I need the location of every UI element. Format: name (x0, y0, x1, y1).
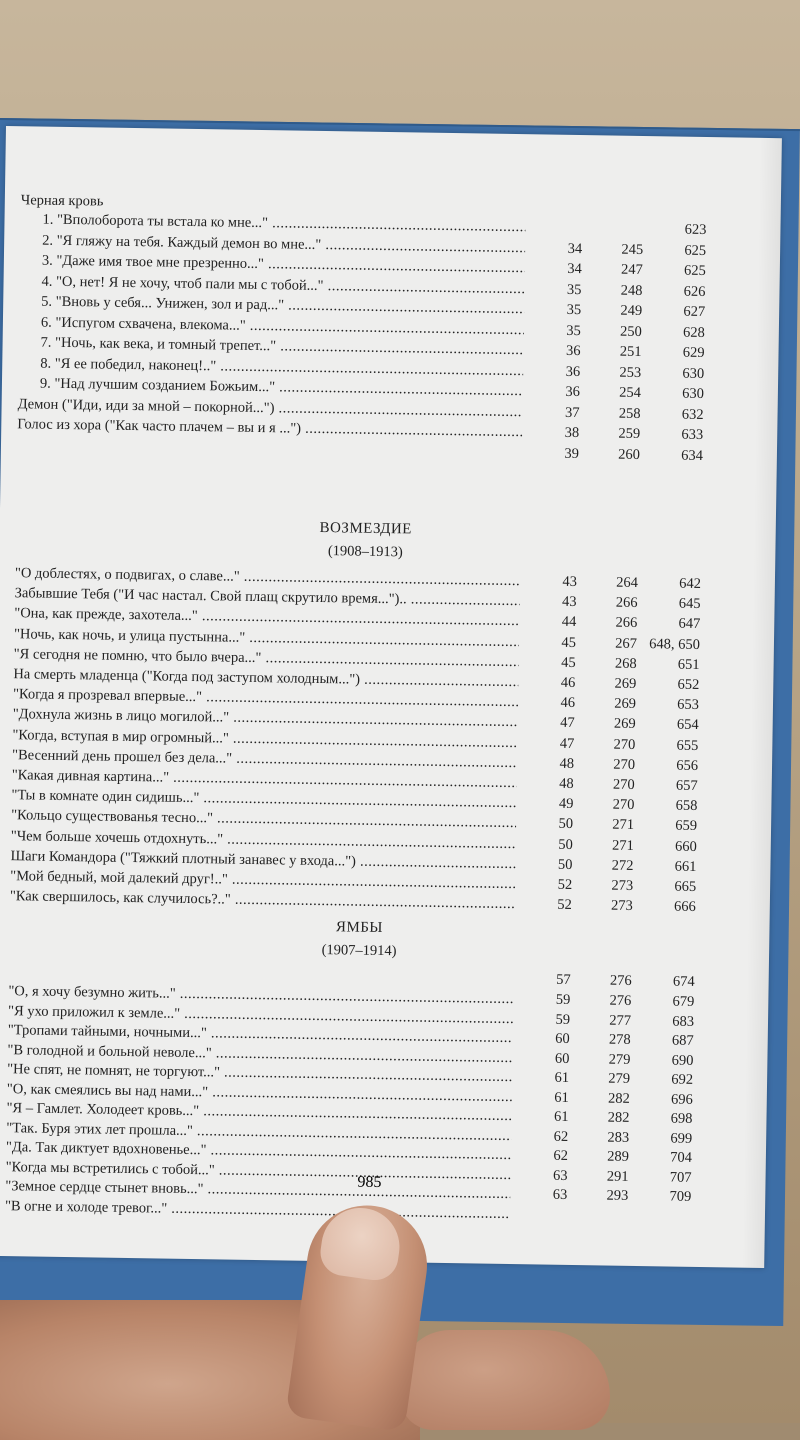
page-ref-2: 259 (618, 425, 641, 442)
page-ref-1 (525, 1206, 567, 1207)
page-ref-2 (580, 1207, 628, 1208)
page-ref-1: 50 (558, 816, 574, 833)
page-ref-2: 270 (613, 756, 636, 773)
page-ref-3: 683 (672, 1013, 695, 1030)
entry-title: "Мой бедный, мой далекий друг!.." ..... (10, 868, 515, 893)
page-ref-3: 651 (677, 656, 700, 673)
page-ref-2: 254 (619, 384, 642, 402)
entry-title: "Не спят, не помнят, не торгуют..." ..... (7, 1061, 512, 1086)
page-ref-3: 665 (674, 878, 697, 895)
page-ref-2: 276 (609, 992, 632, 1009)
page-ref-2: 282 (607, 1109, 630, 1126)
entry-title: "О доблестях, о подвигах, о славе..." ..... (15, 565, 520, 590)
page-ref-3: 630 (682, 365, 705, 382)
entry-title: "О, я хочу безумно жить..." ..... (8, 983, 513, 1008)
page-ref-2: 272 (611, 857, 634, 874)
entry-title: "Как свершилось, как случилось?.." ..... (10, 888, 515, 913)
entry-title: "Когда я прозревал впервые..." ..... (13, 686, 518, 711)
page-ref-2: 251 (619, 343, 642, 361)
page-ref-3: 687 (671, 1032, 694, 1049)
entry-title: Демон ("Иди, иди за мной – покорной...") ..... (17, 396, 522, 421)
entry-title: 8. "Я ее победил, наконец!.." ..... (40, 355, 523, 380)
page-ref-1: 60 (554, 1050, 570, 1067)
page-ref-2: 277 (609, 1012, 632, 1029)
page-ref-2: 273 (611, 877, 634, 894)
page-ref-2: 271 (612, 817, 635, 834)
page-ref-2: 283 (607, 1129, 630, 1146)
page-ref-3: 656 (676, 757, 699, 774)
page-ref-3: 634 (681, 447, 704, 464)
page-ref-1: 50 (557, 856, 573, 873)
page-ref-3: 657 (675, 777, 698, 794)
page-ref-3: 626 (683, 283, 706, 300)
page-ref-2: 266 (615, 615, 638, 632)
page-ref-2: 269 (614, 675, 637, 692)
page-ref-2: 269 (613, 716, 636, 733)
page-ref-3: 704 (670, 1149, 693, 1166)
entry-title: "В голодной и больной неволе..." ..... (7, 1042, 512, 1067)
section-title-iambs: ЯМБЫ (335, 919, 384, 937)
page-ref-3: 674 (672, 973, 695, 990)
page-ref-3: 696 (670, 1091, 693, 1108)
hand-fingers (400, 1330, 610, 1430)
page-ref-2: 278 (608, 1031, 631, 1048)
page-ref-2: 279 (608, 1051, 631, 1068)
page-ref-1: 60 (555, 1030, 570, 1047)
entry-title: Голос из хора ("Как часто плачем – вы и я ...") ..... (17, 416, 522, 441)
page-ref-2: 248 (620, 282, 643, 299)
page-ref-3: 655 (676, 737, 699, 754)
entry-title: "Когда, вступая в мир огромный..." ..... (12, 727, 517, 752)
entry-title: "Какая дивная картина..." ..... (12, 767, 517, 792)
page-ref-2: 276 (609, 972, 632, 989)
page-ref-1: 43 (561, 593, 577, 611)
page-ref-1: 45 (561, 654, 576, 671)
entry-title: Шаги Командора ("Тяжкий плотный занавес у входа...") ..... (10, 848, 515, 873)
page-ref-1: 61 (553, 1108, 569, 1125)
page-ref-1: 44 (561, 614, 577, 631)
page-ref-1: 36 (565, 342, 581, 360)
entry-title: 9. "Над лучшим созданием Божьим..." ..... (40, 376, 523, 401)
entry-title: "Чем больше хочешь отдохнуть..." ..... (11, 828, 516, 853)
page-ref-2: 266 (615, 594, 638, 612)
entry-title: 3. "Даже имя твое мне презренно..." ..... (42, 253, 525, 278)
page-ref-2: 291 (606, 1168, 629, 1185)
page-ref-2: 250 (619, 323, 642, 340)
page-ref-3: 692 (671, 1071, 694, 1088)
page-ref-1: 45 (561, 634, 577, 651)
page-ref-1: 63 (552, 1167, 568, 1184)
entry-title: "Я ухо приложил к земле..." ..... (8, 1003, 513, 1028)
entry-title: "Ты в комнате один сидишь..." ..... (11, 787, 516, 812)
page-ref-1: 48 (559, 755, 575, 772)
page-ref-3: 653 (677, 696, 700, 714)
section-years-iambs: (1907–1914) (321, 942, 397, 960)
page-ref-1: 47 (559, 735, 575, 752)
page-ref-3: 628 (682, 324, 705, 341)
page-ref-3: 698 (670, 1110, 693, 1127)
entry-title: "Дохнула жизнь в лицо могилой..." ..... (13, 707, 518, 732)
entry-title: 7. "Ночь, как века, и томный трепет..." ..... (40, 335, 523, 360)
page-ref-1: 62 (553, 1128, 569, 1145)
page-ref-1: 52 (557, 896, 572, 914)
entry-title: "Земное сердце стынет вновь..." ..... (5, 1178, 510, 1203)
page-ref-1: 59 (555, 991, 571, 1008)
page-ref-2: 270 (613, 736, 636, 753)
page-number: 985 (357, 1173, 382, 1192)
page-ref-3: 654 (676, 717, 699, 734)
entry-title: "Я – Гамлет. Холодеет кровь..." ..... (6, 1100, 511, 1125)
page-ref-3: 627 (683, 303, 706, 321)
page-ref-3: 707 (669, 1169, 692, 1186)
page-ref-1: 57 (556, 971, 571, 988)
entry-title: "Тропами тайными, ночными..." ..... (8, 1022, 513, 1047)
page-ref-1: 36 (565, 363, 581, 380)
entry-title: "Кольцо существованья тесно..." ..... (11, 808, 516, 833)
page-ref-2: 270 (612, 796, 635, 814)
page-ref-3: 659 (675, 817, 698, 835)
black-blood-entries (17, 192, 721, 464)
page-ref-1: 52 (557, 876, 573, 893)
page-ref-2: 247 (620, 261, 643, 279)
page-ref-3: 699 (670, 1130, 693, 1147)
page-ref-3: 629 (682, 344, 705, 361)
section-title-retribution: ВОЗМЕЗДИЕ (319, 519, 413, 538)
entry-title: Забывшие Тебя ("И час настал. Свой плащ скрутило время...").. ..... (15, 585, 520, 610)
entry-title: "Я сегодня не помню, что было вчера..." ..... (14, 646, 519, 671)
entry-title: "В огне и холоде тревог..." ..... (5, 1198, 510, 1223)
page-ref-1 (541, 219, 583, 220)
page-ref-3: 625 (684, 242, 707, 259)
entry-title: "О, как смеялись вы над нами..." ..... (7, 1081, 512, 1106)
entry-title: "Да. Так диктует вдохновенье..." ..... (6, 1139, 511, 1164)
entry-title: "Так. Буря этих лет прошла..." ..... (6, 1120, 511, 1145)
entry-title: На смерть младенца ("Когда под заступом холодным...") ..... (13, 666, 518, 691)
entry-title: 5. "Вновь у себя... Унижен, зол и рад..." ..... (41, 294, 524, 319)
page-ref-3: 679 (672, 993, 695, 1010)
page-ref-1: 34 (567, 260, 582, 278)
page-ref-2: 258 (618, 405, 641, 422)
page-ref-2: 249 (620, 302, 643, 320)
page-ref-1: 47 (560, 715, 575, 732)
page-ref-3 (635, 1208, 691, 1209)
page-ref-1: 46 (560, 674, 576, 692)
entry-title: "Когда мы встретились с тобой..." ..... (6, 1159, 511, 1184)
page-ref-3: 630 (682, 385, 705, 402)
page-ref-3: 661 (674, 858, 697, 875)
page-ref-1: 37 (564, 404, 580, 421)
page-ref-3: 625 (683, 262, 706, 280)
page-ref-2: 279 (608, 1070, 631, 1087)
entry-title: "Она, как прежде, захотела..." ..... (14, 606, 519, 631)
entry-title: 4. "О, нет! Я не хочу, чтоб пали мы с тобой..." ..... (41, 273, 524, 298)
page-ref-3: 666 (673, 898, 696, 916)
page-ref-1: 59 (555, 1011, 571, 1028)
page-ref-1: 46 (560, 694, 576, 712)
page-ref-1: 61 (554, 1089, 569, 1106)
page-ref-2: 245 (621, 241, 644, 258)
entry-title: "Ночь, как ночь, и улица пустынна..." ..... (14, 626, 519, 651)
page-ref-2: 270 (612, 776, 635, 793)
page-ref-1: 49 (558, 795, 574, 813)
page-ref-1: 43 (562, 573, 578, 591)
page-ref-3: 647 (678, 616, 701, 633)
page-ref-2 (596, 220, 644, 221)
page-ref-2: 269 (614, 695, 637, 713)
page-ref-2: 289 (607, 1148, 630, 1165)
page-ref-3: 660 (674, 838, 697, 855)
page-ref-1: 36 (565, 383, 581, 401)
entry-title: 2. "Я гляжу на тебя. Каждый демон во мне..." ..... (42, 232, 525, 257)
page-ref-1: 48 (559, 775, 574, 792)
page-ref-1: 38 (564, 424, 580, 442)
page-ref-2: 267 (615, 635, 638, 652)
page-ref-1: 50 (558, 836, 573, 853)
page-ref-3: 623 (684, 221, 707, 239)
book-page (0, 126, 782, 1268)
page-ref-1: 63 (552, 1186, 568, 1203)
entry-title: 1. "Вполоборота ты встала ко мне..." ..... (42, 212, 525, 237)
page-ref-2: 271 (611, 837, 634, 854)
page-ref-3: 645 (678, 595, 701, 613)
entry-title: 6. "Испугом схвачена, влекома..." ..... (41, 314, 524, 339)
page-ref-1: 39 (564, 445, 580, 462)
page-ref-2: 260 (618, 446, 641, 463)
page-ref-3: 658 (675, 797, 698, 815)
page-ref-2: 273 (610, 897, 633, 915)
page-ref-1: 35 (566, 322, 581, 339)
page-ref-1: 35 (566, 281, 582, 298)
page-ref-1: 62 (553, 1147, 569, 1164)
page-ref-2: 293 (606, 1187, 629, 1204)
page-ref-3: 642 (679, 575, 702, 592)
page-ref-3: 709 (669, 1188, 692, 1205)
page-ref-1: 61 (554, 1069, 570, 1086)
section-heading-black-blood: Черная кровь (20, 192, 104, 210)
section-years-retribution: (1908–1913) (327, 543, 403, 561)
entry-title: "Весенний день прошел без дела..." ..... (12, 747, 517, 772)
page-ref-3: 632 (681, 406, 704, 423)
page-ref-3: 648, 650 (649, 635, 701, 653)
page-ref-3: 652 (677, 676, 700, 693)
page-ref-2: 253 (619, 364, 642, 381)
page-ref-3: 633 (681, 426, 704, 443)
page-ref-2: 268 (614, 655, 637, 672)
page-ref-1: 34 (567, 240, 583, 257)
page-ref-1: 35 (566, 301, 582, 319)
page-ref-2: 282 (607, 1090, 630, 1107)
page-ref-3: 690 (671, 1052, 694, 1069)
page-ref-2: 264 (616, 574, 639, 591)
